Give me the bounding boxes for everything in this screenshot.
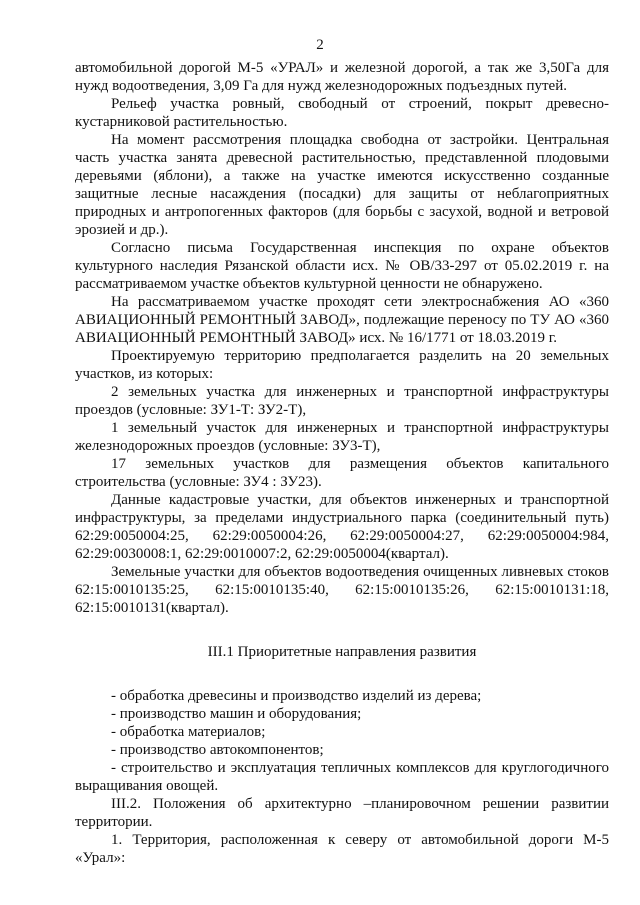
- paragraph-power-lines: На рассматриваемом участке проходят сети электроснабжения АО «360 АВИАЦИОННЫЙ РЕМОНТНЫЙ ЗАВОД», подлежащие переносу по ТУ АО «360 АВИАЦИОННЫЙ РЕМОНТНЫЙ ЗАВОД» исх. № 16/1771 от 18.03.2019 г.: [75, 294, 609, 346]
- section-heading-3-2: III.2. Положения об архитектурно –планировочном решении развитии территории.: [75, 796, 609, 830]
- priority-item: - производство машин и оборудования;: [111, 706, 362, 722]
- paragraph-site-status: На момент рассмотрения площадка свободна от застройки. Центральная часть участка занята древесной растительностью, представленной плодовыми деревьями (яблони), а также на участке имеются искусственно созданные защитные лесные насаждения (посадки) для защиты от неблагоприятных природных и антропогенных факторов (для борьбы с засухой, водной и ветровой эрозией и др.).: [75, 132, 609, 238]
- page-number: 2: [316, 37, 324, 53]
- section-title-priorities: III.1 Приоритетные направления развития: [207, 644, 477, 660]
- paragraph-heritage-letter: Согласно письма Государственная инспекция по охране объектов культурного наследия Рязанской области исх. № ОВ/33-297 от 05.02.2019 г. на рассматриваемом участке объектов культурной ценности не обнаружено.: [75, 240, 609, 292]
- paragraph-plots-construction: 17 земельных участков для размещения объектов капитального строительства (условные: ЗУ4 : ЗУ23).: [75, 456, 609, 490]
- paragraph-plot-railway: 1 земельный участок для инженерных и транспортной инфраструктуры железнодорожных проездов (условные: ЗУ3-Т),: [75, 420, 609, 454]
- document-body: [75, 59, 609, 867]
- list-item-territory-north: 1. Территория, расположенная к северу от автомобильной дороги М-5 «Урал»:: [75, 832, 609, 866]
- paragraph-1: автомобильной дорогой М-5 «УРАЛ» и железной дорогой, а так же 3,50Га для нужд водоотведения, 3,09 Га для нужд железнодорожных подъездных путей.: [75, 60, 609, 94]
- paragraph-relief: Рельеф участка ровный, свободный от строений, покрыт древесно-кустарниковой растительностью.: [75, 96, 609, 130]
- priority-item: - обработка древесины и производство изделий из дерева;: [111, 688, 482, 704]
- paragraph-drainage-plots: Земельные участки для объектов водоотведения очищенных ливневых стоков 62:15:0010135:25, 62:15:0010135:40, 62:15:0010135:26, 62:15:0010131:18, 62:15:0010131(квартал).: [75, 564, 609, 616]
- paragraph-land-division: Проектируемую территорию предполагается разделить на 20 земельных участков, из которых:: [75, 348, 609, 382]
- paragraph-plots-transport: 2 земельных участка для инженерных и транспортной инфраструктуры проездов (условные: ЗУ1-Т: ЗУ2-Т),: [75, 384, 609, 418]
- priority-item: - производство автокомпонентов;: [111, 742, 324, 758]
- priority-item: - строительство и эксплуатация тепличных комплексов для круглогодичного выращивания овощей.: [75, 760, 609, 794]
- priority-item: - обработка материалов;: [111, 724, 266, 740]
- paragraph-cadastral-plots: Данные кадастровые участки, для объектов инженерных и транспортной инфраструктуры, за пределами индустриального парка (соединительный путь) 62:29:0050004:25, 62:29:0050004:26, 62:29:0050004:27, 62:29:0050004:984, 62:29:0030008:1, 62:29:0010007:2, 62:29:0050004(квартал).: [75, 492, 609, 562]
